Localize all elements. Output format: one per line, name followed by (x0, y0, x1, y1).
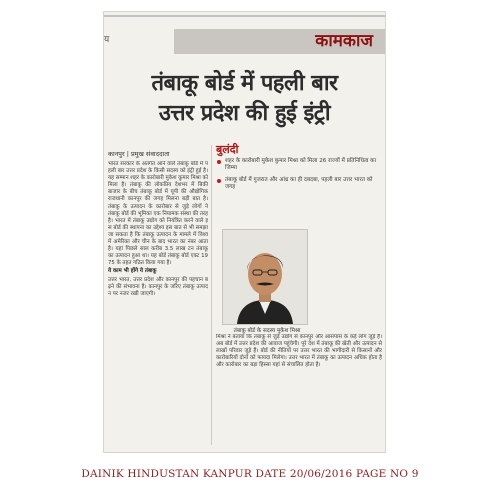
article-paragraph: भारत सरकार के अंतर्गत आने वाले तंबाकू बोर्ड में पहली बार उत्तर प्रदेश के किसी सदस्य को इंट्री हुई है। यह सम्मान शहर के कारोबारी मुकेश कुमार मिश्रा को मिला है। तंबाकू की लोकप्रिय देशभर में बिकी बाजार के बीच तंबाकू बोर्ड में यूपी की औद्योगिक राजधानी कानपुर की जगह मिलना बड़ी बात है। तंबाकू के उत्पादन के कारोबार से जुड़े लोगों ने तंबाकू बोर्ड की भूमिका एक नियामक संस्था की तरह है। भारत में तंबाकू उद्योग को नियंत्रित करने वाले इस बोर्ड की स्थापना का उद्देश्य इस बात से भी समझा जा सकता है कि तंबाकू उत्पादन के मामले में विश्व में अमेरिका और चीन के बाद भारत का नंबर आता है। यहां पिछले साल करीब 3.5 लाख टन तंबाकू का उत्पादन हुआ था। यह बोर्ड तंबाकू बोर्ड एक्ट 1975 के तहत गठित किया गया है। (108, 161, 208, 267)
article-left-column (108, 161, 208, 452)
article-paragraph-tail: उत्तर भारत, उत्तर प्रदेश और कानपुर की पहचान बढ़ने की संभावना है। कानपुर के जरिए तंबाकू उत्पादन पर नजर रखी जाएगी। (108, 276, 208, 297)
highlight-item (216, 177, 382, 192)
section-label: कामकाज (315, 31, 373, 51)
photo-caption: तंबाकू बोर्ड के सदस्य मुकेश मिश्रा (233, 328, 301, 334)
cut-edge-text: य (104, 35, 110, 45)
sidebar-title: बुलंदी (216, 143, 239, 156)
source-footer: DAINIK HINDUSTAN KANPUR DATE 20/06/2016 PAGE NO 9 (81, 468, 419, 480)
article-right-column: मिश्रा ने बताया कि तंबाकू से जुड़े उद्योग से कानपुर और आसपास के कई लोग जुड़े हैं। अब बोर्ड में उत्तर प्रदेश की आवाज पहुंचेगी। पूरे देश में तंबाकू की खेती और उत्पादन से लाखों परिवार जुड़े हैं। बोर्ड की नीतियों पर उत्तर भारत की भागीदारी से किसानों और कारोबारियों दोनों को फायदा मिलेगा। उत्तर भारत में तंबाकू का उत्पादन अधिक होता है और कारोबार का बड़ा हिस्सा यहां से संचालित होता है। (216, 334, 382, 369)
section-banner (174, 29, 385, 54)
bullet-icon (217, 160, 221, 164)
portrait-photo (222, 229, 308, 325)
top-rule (104, 15, 385, 17)
bullet-icon (217, 179, 221, 183)
highlight-list (216, 158, 382, 196)
headline-line-1: तंबाकू बोर्ड में पहली बार (151, 71, 338, 96)
headline-line-2: उत्तर प्रदेश की हुई इंट्री (158, 101, 331, 126)
highlight-text: शहर के कारोबारी मुकेश कुमार मिश्रा को मिला 26 राज्यों में प्रतिनिधित्व का जिम्मा (225, 158, 377, 172)
article-subhead: ये काम भी होंगे ये तंबाकू (108, 268, 157, 275)
byline: कानपुर | प्रमुख संवाददाता (108, 150, 170, 158)
column-divider (211, 145, 212, 445)
highlight-item (216, 158, 382, 173)
newspaper-clipping (104, 12, 385, 452)
portrait-image (223, 230, 307, 324)
highlight-text: तंबाकू बोर्ड में गुजरात और आंध्र का ही दबदबा, पहली बार उत्तर भारत को जगह (225, 176, 373, 191)
